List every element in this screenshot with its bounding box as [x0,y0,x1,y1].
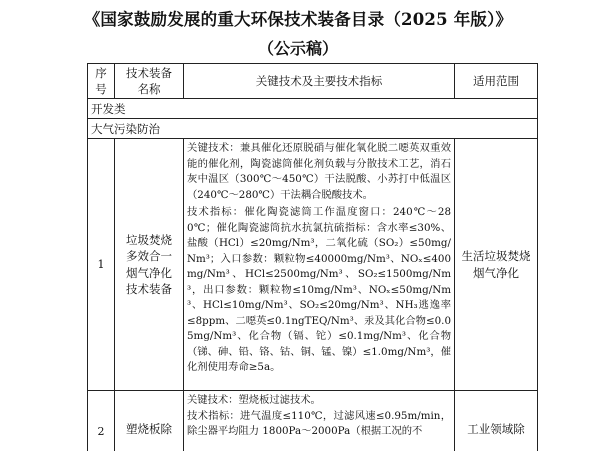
header-tech: 关键技术及主要技术指标 [184,64,455,99]
header-row [88,64,538,99]
row-tech-indicators: 技术指标：进气温度≤110℃，过滤风速≤0.95m/min，除尘器平均阻力 1800Pa～2000Pa（根据工况的不 [187,409,451,437]
equipment-catalog-table [87,63,538,451]
row-scope: 工业领域除 [455,391,538,451]
document-title: 《国家鼓励发展的重大环保技术装备目录（2025 年版）》 [83,10,513,29]
row-name: 塑烧板除 [115,391,184,451]
section-development: 开发类 [88,99,538,119]
section-row-main [88,99,538,119]
table-row [88,391,538,451]
section-row-sub [88,119,538,139]
document-subtitle: （公示稿） [257,39,338,58]
header-seq: 序号 [88,64,115,99]
header-scope: 适用范围 [455,64,538,99]
row-seq: 1 [88,139,115,391]
row-scope: 生活垃圾焚烧烟气净化 [455,139,538,391]
header-name: 技术装备名称 [115,64,184,99]
row-seq: 2 [88,391,115,451]
row-tech [184,391,455,451]
row-tech [184,139,455,391]
row-key-tech: 关键技术：塑烧板过滤技术。 [187,394,321,406]
row-key-tech: 关键技术：兼具催化还原脱硝与催化氧化脱二噁英双重效能的催化剂，陶瓷滤筒催化剂负载与分散技术工艺，消石灰中温区（300℃～450℃）干法脱酸、小苏打中低温区（240℃～280℃）干法耦合脱酸技术。 [187,142,451,201]
section-air-pollution: 大气污染防治 [88,119,538,139]
row-tech-indicators: 技术指标：催化陶瓷滤筒工作温度窗口：240℃～280℃；催化陶瓷滤筒抗水抗氯抗硫指标：含水率≤30%、盐酸（HCl）≤20mg/Nm³，二氧化硫（SO₂）≤50mg/Nm³；入口参数：颗粒物≤40000mg/Nm³、NOₓ≤400mg/Nm³、HCl≤2500mg/Nm³、SO₂≤1500mg/Nm³，出口参数：颗粒物≤10mg/Nm³、NOₓ≤50mg/Nm³、HCl≤10mg/Nm³、SO₂≤20mg/Nm³、NH₃逃逸率≤8ppm、二噁英≤0.1ngTEQ/Nm³、汞及其化合物≤0.05mg/Nm³、化合物（镉、铊）≤0.1mg/Nm³、化合物（锑、砷、铅、铬、钴、铜、锰、镍）≤1.0mg/Nm³，催化剂使用寿命≥5a。 [187,206,451,373]
row-name: 垃圾焚烧多效合一烟气净化技术装备 [115,139,184,391]
table-row [88,139,538,391]
